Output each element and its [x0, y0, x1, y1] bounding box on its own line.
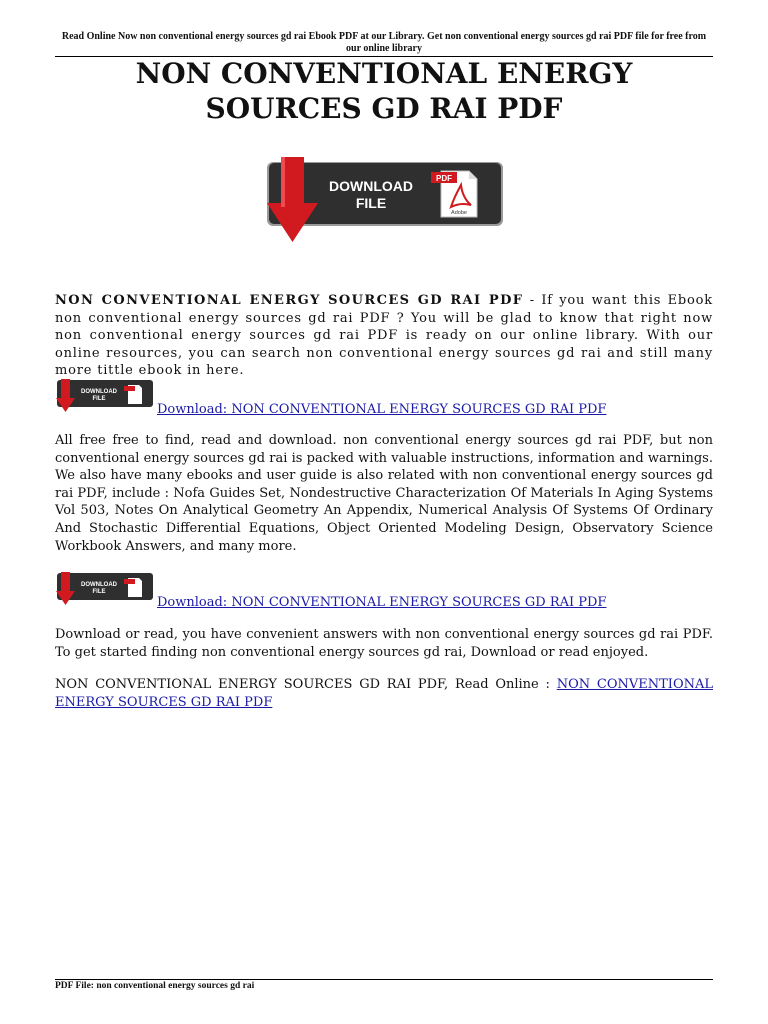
page-title: NON CONVENTIONAL ENERGY SOURCES GD RAI PDF — [135, 57, 633, 125]
read-online-link[interactable]: NON CONVENTIONAL ENERGY SOURCES GD RAI PDF — [55, 677, 713, 710]
download-link[interactable]: Download: NON CONVENTIONAL ENERGY SOURCES GD RAI PDF — [157, 595, 607, 610]
download-row — [55, 379, 713, 417]
small-button-line1: DOWNLOAD — [81, 582, 117, 588]
closing-paragraph: Download or read, you have convenient answers with non conventional energy sources gd rai PDF. To get started finding non conventional energy sources gd rai, Download or read enjoyed. — [55, 627, 713, 660]
download-file-button[interactable] — [265, 155, 505, 247]
button-line2: FILE — [355, 195, 387, 211]
small-download-button[interactable] — [55, 572, 155, 606]
small-button-line2: FILE — [92, 589, 106, 595]
download-row — [55, 572, 713, 610]
button-line1: DOWNLOAD — [329, 178, 413, 194]
small-button-line2: FILE — [92, 396, 106, 402]
small-button-line1: DOWNLOAD — [81, 389, 117, 395]
body-paragraph: All free free to find, read and download. non conventional energy sources gd rai PDF, but non conventional energy sources gd rai is packed with valuable instructions, information and warnings. We also have many ebooks and user guide is also related with non conventional energy sources gd rai PDF, include : Nofa Guides Set, Nondestructive Characterization Of Materials In Aging Systems Vol 503, Notes On Analytical Geometry An Appendix, Numerical Analysis Of Systems Of Ordinary And Stochastic Differential Equations, Object Oriented Modeling Design, Observatory Science Workbook Answers, and many more. — [55, 433, 713, 554]
intro-text: - If you want this Ebook non conventional energy sources gd rai PDF ? You will be glad to know that right now non conventional energy sources gd rai PDF is ready on our online library. With our online resources, you can search non conventional energy sources gd rai and still many more tittle ebook in here. — [55, 293, 713, 379]
intro-paragraph — [55, 292, 713, 380]
adobe-label: Adobe — [451, 210, 467, 216]
download-link[interactable]: Download: NON CONVENTIONAL ENERGY SOURCES GD RAI PDF — [157, 402, 607, 417]
footer-text: PDF File: non conventional energy sources gd rai — [55, 981, 255, 991]
read-online-prefix: NON CONVENTIONAL ENERGY SOURCES GD RAI PDF, Read Online : — [55, 677, 550, 692]
small-download-button[interactable] — [55, 379, 155, 413]
header-note: Read Online Now non conventional energy sources gd rai Ebook PDF at our Library. Get non conventional energy sources gd rai PDF file for free from our online library — [61, 31, 707, 54]
pdf-tag: PDF — [436, 174, 452, 183]
read-online-paragraph — [55, 676, 713, 711]
footer-rule — [55, 979, 713, 980]
document-page — [55, 0, 713, 1024]
intro-lead: NON CONVENTIONAL ENERGY SOURCES GD RAI PDF — [55, 293, 524, 308]
